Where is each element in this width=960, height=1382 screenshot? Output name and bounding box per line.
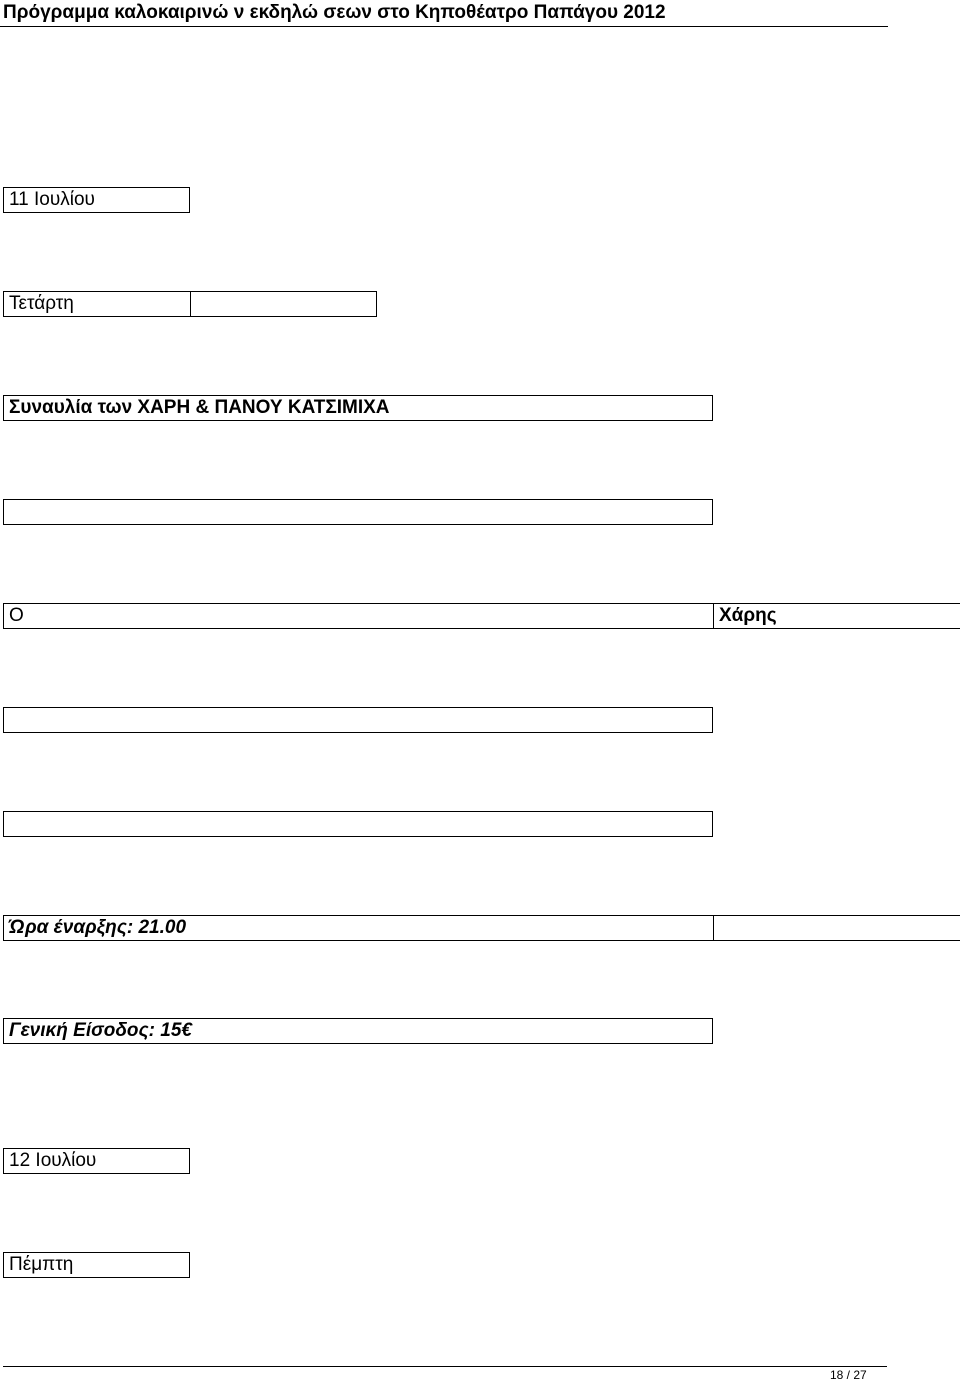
footer-divider [3, 1366, 887, 1367]
weekday-cell-thursday: Πέμπτη [3, 1252, 190, 1278]
header-divider [0, 26, 888, 27]
page-number: 18 / 27 [830, 1368, 867, 1382]
document-title: Πρόγραμμα καλοκαιρινώ ν εκδηλώ σεων στο Κηποθέατρο Παπάγου 2012 [3, 2, 666, 23]
blank-cell-2 [3, 707, 713, 733]
blank-cell-3 [3, 811, 713, 837]
date-cell-11-july: 11 Ιουλίου [3, 187, 190, 213]
description-name-cell: Χάρης [713, 603, 960, 629]
start-time-cell: Ώρα έναρξης: 21.00 [3, 915, 714, 941]
weekday-extra-cell [190, 291, 377, 317]
admission-cell: Γενική Είσοδος: 15€ [3, 1018, 713, 1044]
date-cell-12-july: 12 Ιουλίου [3, 1148, 190, 1174]
start-time-extra-cell [713, 915, 960, 941]
description-start-cell: Ο [3, 603, 714, 629]
weekday-cell-wednesday: Τετάρτη [3, 291, 191, 317]
event-title-cell: Συναυλία των ΧΑΡΗ & ΠΑΝΟΥ ΚΑΤΣΙΜΙΧΑ [3, 395, 713, 421]
blank-cell-1 [3, 499, 713, 525]
